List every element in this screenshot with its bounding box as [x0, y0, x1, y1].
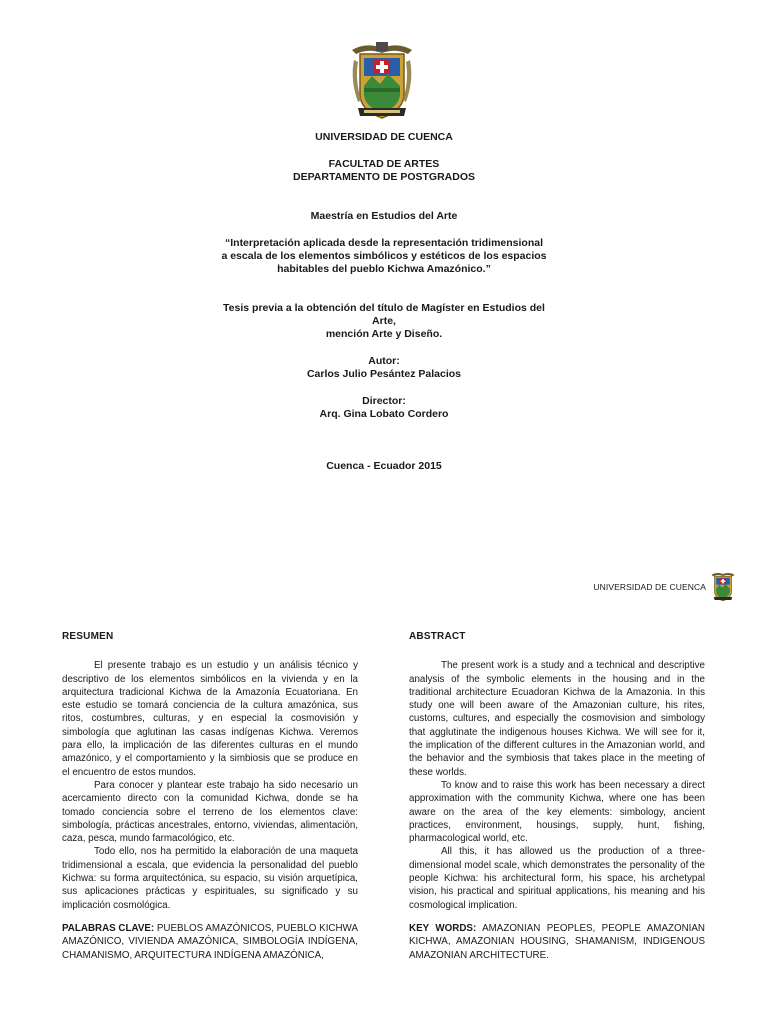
abstract-paragraph: The present work is a study and a technical and descriptive analysis of the symbolic elements in the housing and in the traditional architecture Ecuadoran Kichwa de la Amazonia. In this study one will been aware of the Amazonian culture, his rites, customs, cultures, and especially the cosmovision and simbology that agglutinate the indigenous houses Kichwa. We will see for it, the implication of the different cultures in the Amazonian world, and the behavior and the symbiosis that takes place in the meeting of these worlds. [409, 660, 705, 778]
author-label: Autor: [368, 355, 400, 367]
resumen-paragraph: El presente trabajo es un estudio y un análisis técnico y descriptivo de los elementos simbólicos en la vivienda y en la arquitectura tradicional Kichwa de la Amazonía Ecuatoriana. En este estudio se tomará conciencia de la cultura amazónica, sus ritos, costumbres, culturas, y en especial la cosmovisión y simbología que aglutinan las casas indígenas Kichwa. Veremos para ello, la implicación de las diferentes culturas en el mundo amazónico, y el comportamiento y la simbiosis que se produce en el encuentro de estos mundos. [62, 660, 358, 778]
author-name: Carlos Julio Pesántez Palacios [306, 368, 462, 380]
running-header: UNIVERSIDAD DE CUENCA [593, 582, 706, 592]
keywords-label: KEY WORDS: [409, 922, 477, 934]
keywords-text: PUEBLOS AMAZÓNICOS, PUEBLO KICHWA AMAZÓNICO, VIVIENDA AMAZÓNICA, SIMBOLOGÍA INDÍGENA, CHAMANISMO, ARQUITECTURA INDÍGENA AMAZÓNICA, [62, 922, 358, 961]
abstract-keywords [409, 922, 705, 962]
thesis-title [180, 237, 588, 276]
resumen-paragraph: Para conocer y plantear este trabajo ha sido necesario un acercamiento directo con la comunidad Kichwa, donde se ha tomado conciencia sobre el terreno de los elementos clave: simbología, prácticas ancestrales, entorno, viviendas, alimentación, caza, pesca, mundo farmacológico, etc. [62, 779, 358, 845]
university-crest-icon [710, 570, 736, 604]
thesis-title-line: habitables del pueblo Kichwa Amazónico.” [277, 263, 491, 275]
university-crest-icon [348, 40, 416, 124]
university-name: UNIVERSIDAD DE CUENCA [315, 131, 453, 143]
thesis-note-line: Arte, [372, 315, 396, 327]
keywords-text: AMAZONIAN PEOPLES, PEOPLE AMAZONIAN KICHWA, AMAZONIAN HOUSING, SHAMANISM, INDIGENOUS AMAZONIAN ARCHITECTURE. [409, 922, 705, 961]
abstract-paragraph: To know and to raise this work has been necessary a direct approximation with the community Kichwa, where one has been aware on the area of the key elements: simbology, ancient practices, environment, housings, supply, hunt, fishing, pharmacological world, etc. [409, 779, 705, 845]
thesis-title-line: a escala de los elementos simbólicos y estéticos de los espacios [221, 250, 547, 262]
thesis-note-line: mención Arte y Diseño. [325, 328, 443, 340]
abstract-paragraph: All this, it has allowed us the production of a three-dimensional model scale, which demonstrates the personality of the people Kichwa: his architectural form, his space, his archetypal vision, his practical and spiritual applications, his meaning and his cosmological implication. [409, 846, 705, 911]
program-name: Maestría en Estudios del Arte [310, 210, 458, 222]
resumen-keywords [62, 922, 358, 962]
director-name: Arq. Gina Lobato Cordero [319, 408, 449, 420]
resumen-section [62, 630, 358, 962]
place-date: Cuenca - Ecuador 2015 [326, 460, 442, 472]
resumen-paragraph: Todo ello, nos ha permitido la elaboración de una maqueta tridimensional a escala, que evidencia la personalidad del pueblo Kichwa: su forma arquitectónica, su espacio, su visión arquetípica, sus aplicaciones prácticas y espirituales, su significado y su implicación cosmológica. [62, 846, 358, 911]
keywords-label: PALABRAS CLAVE: [62, 922, 155, 934]
abstract-section [409, 630, 705, 962]
thesis-note-line: Tesis previa a la obtención del título de Magíster en Estudios del [223, 302, 545, 314]
resumen-heading: RESUMEN [62, 631, 114, 642]
faculty-name: FACULTAD DE ARTES [328, 158, 440, 170]
department-name: DEPARTAMENTO DE POSTGRADOS [292, 171, 475, 183]
abstract-heading: ABSTRACT [409, 631, 466, 642]
thesis-note [180, 302, 588, 341]
director-label: Director: [362, 395, 406, 407]
thesis-title-line: “Interpretación aplicada desde la representación tridimensional [224, 237, 543, 249]
